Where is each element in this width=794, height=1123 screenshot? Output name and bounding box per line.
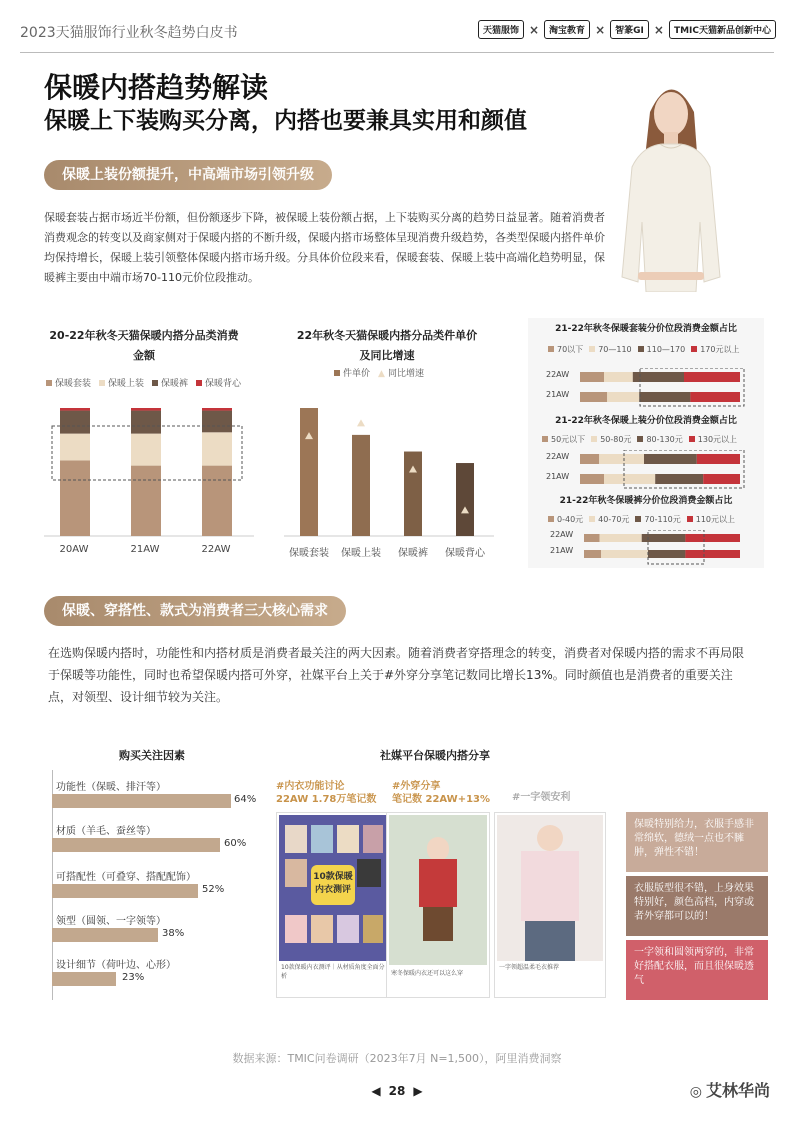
stacked-bar-segment [202, 432, 232, 465]
section1-text: 保暖套装占据市场近半份额，但份额逐步下降，被保暖上装份额占据，上下装购买分离的趋势日益显著。随着消费者消费观念的转变以及商家侧对于保暖内搭的不断升级，保暖内搭市场整体呈现消费升级趋势，各类型保暖内搭件单价均保持增长，保暖上装引领整体保暖内搭市场升级。分具体价位段来看，保暖套装、保暖上装中高端化趋势明显，保暖裤主要由中端市场70-110元价位段推动。 [44, 211, 605, 284]
y-tick: 21AW [546, 472, 570, 481]
chart2-title: 22年秋冬天猫保暖内搭分品类件单价及同比增速 [296, 329, 478, 362]
zhizhuan-logo: 智篆GI [610, 20, 649, 39]
chart5-title: 21-22年秋冬保暖裤分价位段消费金额占比 [559, 496, 733, 506]
y-tick: 21AW [550, 546, 574, 555]
wechat-icon: ◎ [689, 1084, 702, 1100]
stacked-bar-segment [60, 411, 90, 434]
stacked-bar-segment [607, 392, 639, 402]
legend-item: ▲ 同比增速 [378, 369, 424, 379]
social-tag-3: #一字领安利 [512, 792, 571, 803]
factor-value: 52% [202, 884, 225, 895]
stacked-bar-segment [644, 454, 697, 464]
x-tick: 20AW [59, 544, 89, 555]
x-tick: 21AW [130, 544, 160, 555]
stacked-bar-segment [601, 550, 648, 558]
chart3-legend [548, 344, 739, 355]
social-card-3[interactable] [494, 812, 606, 998]
legend-swatch [589, 516, 595, 522]
chart4-legend [542, 434, 737, 445]
chart1-plot [44, 398, 254, 538]
stacked-bar-segment [599, 454, 644, 464]
chart2-plot [284, 398, 494, 538]
stacked-bar-segment [60, 460, 90, 536]
model-photo [612, 72, 730, 292]
factor-bar [52, 972, 116, 986]
comment-quote-2: 衣服版型很不错，上身效果特别好，颜色高档，内穿或者外穿都可以的！ [626, 876, 768, 936]
price-bar [456, 463, 474, 536]
chart4-title: 21-22年秋冬保暖上装分价位段消费金额占比 [555, 416, 737, 426]
legend-item: 40-70元 [589, 514, 629, 525]
legend-item: 70以下 [548, 344, 583, 355]
price-bar [404, 452, 422, 536]
factors-title: 购买关注因素 [119, 749, 185, 762]
legend-item: 110—170 [638, 345, 686, 354]
legend-item: 保暖背心 [196, 376, 241, 389]
stacked-bar-segment [703, 474, 740, 484]
taobao-edu-logo: 淘宝教育 [544, 20, 590, 39]
stacked-bar-segment [697, 454, 740, 464]
stacked-bar-segment [60, 408, 90, 411]
triangle-icon: ▲ [378, 369, 385, 379]
stacked-bar-segment [604, 474, 655, 484]
chart2-legend [334, 366, 424, 379]
social-card-1[interactable] [276, 812, 390, 998]
growth-marker [357, 419, 365, 426]
legend-item: 50元以下 [542, 434, 585, 445]
legend-swatch [46, 380, 52, 386]
stacked-bar-segment [131, 408, 161, 411]
legend-swatch [542, 436, 548, 442]
x-tick: 保暖背心 [445, 548, 485, 559]
legend-swatch [548, 516, 554, 522]
x-tick: 保暖裤 [398, 548, 428, 559]
legend-item: 110元以上 [687, 514, 735, 525]
card-caption: 寒冬保暖内衣还可以这么穿 [391, 970, 464, 977]
stacked-bar-segment [580, 392, 607, 402]
x-tick: 保暖上装 [341, 548, 381, 559]
y-tick: 22AW [546, 370, 570, 379]
stacked-bar-segment [604, 372, 633, 382]
header-divider [20, 52, 774, 53]
price-bar [300, 408, 318, 536]
social-card-2[interactable] [386, 812, 490, 998]
factor-label: 功能性（保暖、排汗等） [56, 782, 166, 793]
page-title: 保暖内搭趋势解读 [44, 71, 269, 104]
legend-item: 0-40元 [548, 514, 583, 525]
chart5-plot [584, 530, 746, 566]
factor-label: 设计细节（荷叶边、心形） [56, 960, 176, 971]
price-bar [352, 435, 370, 536]
factor-label: 可搭配性（可叠穿、搭配配饰） [56, 872, 196, 883]
legend-swatch [689, 436, 695, 442]
x-tick: 22AW [201, 544, 231, 555]
page-number: ◀ 28 ▶ [371, 1084, 423, 1098]
section2-pill: 保暖、穿搭性、款式为消费者三大核心需求 [44, 596, 346, 626]
factor-bar [52, 838, 220, 852]
legend-swatch [691, 346, 697, 352]
stacked-bar-segment [580, 474, 604, 484]
stacked-bar-segment [131, 434, 161, 466]
factors-chart [52, 770, 262, 1000]
stacked-bar-segment [655, 474, 703, 484]
stacked-bar-segment [131, 411, 161, 434]
tmall-fashion-logo: 天猫服饰 [478, 20, 524, 39]
section1-pill: 保暖上装份额提升，中高端市场引领升级 [44, 160, 332, 190]
factor-label: 材质（羊毛、蚕丝等） [56, 826, 156, 837]
page-subtitle: 保暖上下装购买分离，内搭也要兼具实用和颜值 [44, 108, 527, 134]
legend-item: 50-80元 [591, 434, 631, 445]
watermark-brand: ◎ 艾林华尚 [689, 1081, 770, 1100]
next-arrow-icon: ▶ [413, 1084, 423, 1098]
legend-item: 130元以上 [689, 434, 737, 445]
y-tick: 21AW [546, 390, 570, 399]
stacked-bar-segment [648, 550, 685, 558]
x-tick: 保暖套装 [289, 548, 329, 559]
legend-item: 170元以上 [691, 344, 739, 355]
legend-swatch [638, 346, 644, 352]
social-title: 社媒平台保暖内搭分享 [380, 749, 490, 762]
factor-bar [52, 928, 158, 942]
stacked-bar-segment [584, 550, 601, 558]
legend-item: 保暖裤 [152, 376, 188, 389]
legend-swatch [635, 516, 641, 522]
factor-value: 64% [234, 794, 257, 805]
factor-bar [52, 794, 231, 808]
stacked-bar-segment [639, 392, 690, 402]
y-tick: 22AW [550, 530, 574, 539]
legend-item: 保暖套装 [46, 376, 91, 389]
legend-swatch [687, 516, 693, 522]
factor-value: 60% [224, 838, 247, 849]
social-tag-2: #外穿分享 笔记数 22AW+13% [392, 781, 491, 805]
stacked-bar-segment [600, 534, 642, 542]
legend-swatch [589, 346, 595, 352]
report-title: 2023天猫服饰行业秋冬趋势白皮书 [20, 25, 238, 41]
legend-item: 70-110元 [635, 514, 680, 525]
stacked-bar-segment [60, 434, 90, 461]
card-image [497, 815, 603, 961]
card-caption: 一字领超温柔毛衣推荐 [499, 964, 560, 971]
stacked-bar-segment [202, 411, 232, 433]
factor-label: 领型（圆领、一字领等） [56, 916, 166, 927]
stacked-bar-segment [690, 392, 740, 402]
stacked-bar-segment [685, 534, 740, 542]
legend-swatch [548, 346, 554, 352]
legend-swatch [637, 436, 643, 442]
legend-item: 80-130元 [637, 434, 682, 445]
legend-item: 保暖上装 [99, 376, 144, 389]
legend-swatch [152, 380, 158, 386]
chart1-title: 20-22年秋冬天猫保暖内搭分品类消费金额 [49, 329, 239, 362]
factor-value: 23% [122, 972, 145, 983]
comment-quote-3: 一字领和圆领两穿的，非常好搭配衣服，而且很保暖透气 [626, 940, 768, 1000]
card-image [389, 815, 487, 965]
legend-item: 70—110 [589, 345, 631, 354]
chart4-plot [580, 450, 746, 490]
legend-swatch [334, 370, 340, 376]
chart1-legend [46, 376, 241, 389]
factor-value: 38% [162, 928, 185, 939]
legend-swatch [591, 436, 597, 442]
stacked-bar-segment [580, 454, 599, 464]
legend-swatch [99, 380, 105, 386]
stacked-bar-segment [684, 372, 740, 382]
stacked-bar-segment [202, 466, 232, 536]
stacked-bar-segment [584, 534, 600, 542]
chart3-title: 21-22年秋冬保暖套装分价位段消费金额占比 [555, 324, 737, 334]
tmic-logo: TMIC天猫新品创新中心 [669, 20, 776, 39]
chart5-legend [548, 514, 735, 525]
factor-bar [52, 884, 198, 898]
data-source: 数据来源：TMIC问卷调研（2023年7月 N=1,500），阿里消费洞察 [232, 1052, 562, 1065]
card-caption: 10款保暖内衣测评｜从材质角度全面分析 [281, 964, 385, 980]
card-badge: 10款保暖内衣测评 [311, 865, 355, 905]
stacked-bar-segment [580, 372, 604, 382]
section2-text: 在选购保暖内搭时，功能性和内搭材质是消费者最关注的两大因素。随着消费者穿搭理念的转变，消费者对保暖内搭的需求不再局限于保暖等功能性，同时也希望保暖内搭可外穿，社媒平台上关于#外穿分享笔记数同比增长13%。同时颜值也是消费者的重要关注点，对领型、设计细节较为关注。 [48, 646, 745, 704]
legend-swatch [196, 380, 202, 386]
social-tag-1: #内衣功能讨论 22AW 1.78万笔记数 [276, 781, 377, 805]
comment-quote-1: 保暖特别给力，衣服手感非常绵软，德绒一点也不臃肿，弹性不错！ [626, 812, 768, 872]
prev-arrow-icon: ◀ [371, 1084, 381, 1098]
stacked-bar-segment [685, 550, 740, 558]
stacked-bar-segment [131, 466, 161, 536]
y-tick: 22AW [546, 452, 570, 461]
card-image [279, 815, 387, 961]
chart3-plot [580, 368, 746, 408]
partner-logos: 天猫服饰 × 淘宝教育 × 智篆GI × TMIC天猫新品创新中心 [478, 20, 776, 39]
legend-item: 件单价 [334, 366, 370, 379]
stacked-bar-segment [202, 408, 232, 411]
